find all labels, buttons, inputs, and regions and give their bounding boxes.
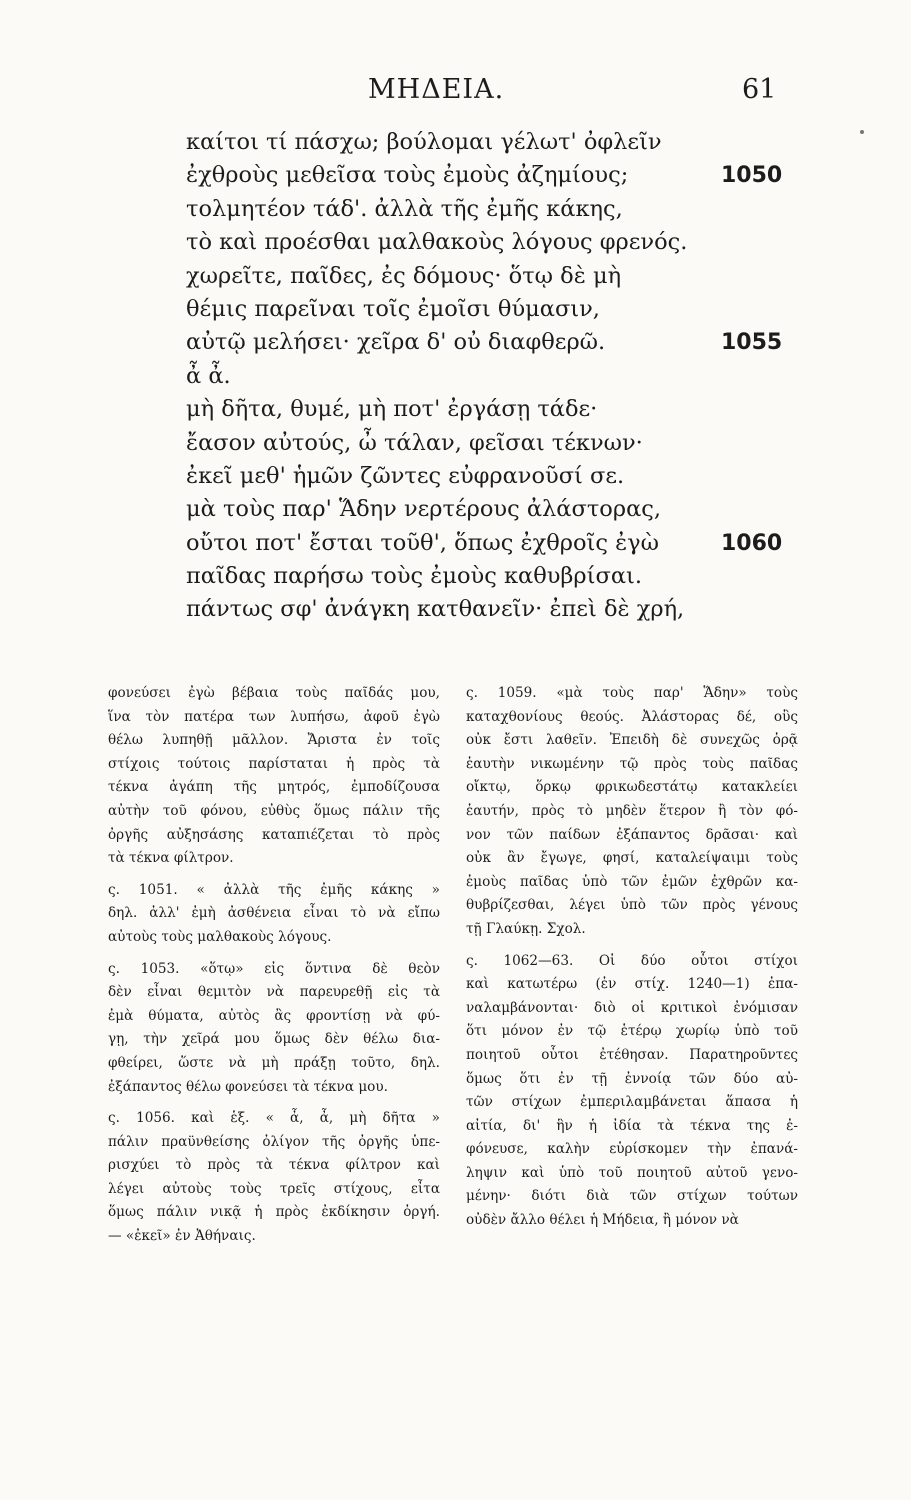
- verse-line: [186, 560, 786, 593]
- verse-line: [186, 360, 786, 393]
- line-number: 1055: [721, 330, 783, 356]
- verse-line: [186, 193, 786, 226]
- commentary-line: φόνευσε, καλὴν εὑρίσκομεν τὴν ἐπανά-: [466, 1141, 798, 1158]
- commentary-line: μένην· διότι διὰ τῶν στίχων τούτων: [466, 1188, 798, 1205]
- commentary-line: ὅμως ὅτι ἐν τῇ ἐννοίᾳ τῶν δύο αὐ-: [466, 1070, 798, 1087]
- commentary-line: οὐκ ἔστι λαθεῖν. Ἐπειδὴ δὲ συνεχῶς ὁρᾷ: [466, 732, 798, 749]
- commentary-line: πάλιν πραϋνθείσης ὀλίγον τῆς ὀργῆς ὑπε-: [108, 1133, 440, 1150]
- verse-line: [186, 493, 786, 526]
- commentary-line: ἐμὰ θύματα, αὐτὸς ἂς φροντίσῃ νὰ φύ-: [108, 1007, 440, 1024]
- verse-text: μὴ δῆτα, θυμέ, μὴ ποτ' ἐργάσῃ τάδε·: [186, 396, 598, 423]
- commentary-line: φονεύσει ἐγὼ βέβαια τοὺς παῖδάς μου,: [108, 685, 440, 701]
- commentary-line: ρισχύει τὸ πρὸς τὰ τέκνα φίλτρον καὶ: [108, 1157, 440, 1174]
- verse-text: παῖδας παρήσω τοὺς ἐμοὺς καθυβρίσαι.: [186, 563, 643, 590]
- commentary-line: ς. 1056. καὶ ἑξ. « ἆ, ἆ, μὴ δῆτα »: [108, 1110, 440, 1127]
- commentary-line: στίχοις τούτοις παρίσταται ἡ πρὸς τὰ: [108, 755, 440, 772]
- commentary-right-column: [466, 682, 798, 1249]
- verse-text: θέμις παρεῖναι τοῖς ἐμοῖσι θύμασιν,: [186, 295, 600, 322]
- commentary-line: οἴκτῳ, ὅρκῳ φρικωδεστάτῳ κατακλείει: [466, 779, 798, 796]
- commentary: [108, 682, 798, 1249]
- commentary-line: οὐδὲν ἄλλο θέλει ἡ Μήδεια, ἢ μόνον νὰ: [466, 1212, 739, 1229]
- commentary-line: τέκνα ἀγάπη τῆς μητρός, ἐμποδίζουσα: [108, 779, 440, 796]
- commentary-line: φθείρει, ὥστε νὰ μὴ πράξῃ τοῦτο, δηλ.: [108, 1054, 440, 1071]
- commentary-line: ς. 1053. «ὅτῳ» εἰς ὅντινα δὲ θεὸν: [108, 960, 440, 977]
- commentary-line: — «ἐκεῖ» ἐν Ἀθήναις.: [108, 1228, 256, 1245]
- commentary-line: ς. 1051. « ἀλλὰ τῆς ἐμῆς κάκης »: [108, 881, 440, 898]
- verse-line: [186, 460, 786, 493]
- verse-line: [186, 260, 786, 293]
- verse-line: [186, 226, 786, 259]
- verse-line: [186, 527, 786, 560]
- commentary-line: ἐξάπαντος θέλω φονεύσει τὰ τέκνα μου.: [108, 1078, 388, 1095]
- verse-text: καίτοι τί πάσχω; βούλομαι γέλωτ' ὀφλεῖν: [186, 129, 662, 155]
- verse-text: μὰ τοὺς παρ' Ἅδην νερτέρους ἀλάστορας,: [186, 496, 662, 523]
- commentary-left-column: [108, 682, 440, 1249]
- commentary-line: τῇ Γλαύκῃ. Σχολ.: [466, 920, 586, 937]
- speck: [860, 130, 864, 134]
- paragraph-gap: [466, 942, 798, 950]
- commentary-line: ὅτι μόνον ἐν τῷ ἑτέρῳ χωρίῳ ὑπὸ τοῦ: [466, 1023, 798, 1040]
- line-number: 1060: [721, 530, 783, 556]
- commentary-line: ἐμοὺς παῖδας ὑπὸ τῶν ἐμῶν ἐχθρῶν κα-: [466, 873, 798, 890]
- commentary-line: δὲν εἶναι θεμιτὸν νὰ παρευρεθῇ εἰς τὰ: [108, 984, 440, 1001]
- commentary-line: ἑαυτὴν νικωμένην τῷ πρὸς τοὺς παῖδας: [466, 755, 798, 772]
- page-number: 61: [742, 74, 777, 105]
- commentary-line: θυβρίζεσθαι, λέγει ὑπὸ τῶν πρὸς γένους: [466, 897, 798, 914]
- verse-block: [186, 126, 786, 627]
- verse-text: ἐκεῖ μεθ' ἡμῶν ζῶντες εὐφρανοῦσί σε.: [186, 462, 625, 489]
- verse-line: [186, 427, 786, 460]
- verse-text: τολμητέον τάδ'. ἀλλὰ τῆς ἐμῆς κάκης,: [186, 195, 623, 222]
- commentary-line: ς. 1059. «μὰ τοὺς παρ' Ἅδην» τοὺς: [466, 685, 798, 701]
- commentary-line: ὅμως πάλιν νικᾷ ἡ πρὸς ἐκδίκησιν ὀργή.: [108, 1204, 440, 1221]
- commentary-line: τὰ τέκνα φίλτρον.: [108, 850, 234, 867]
- verse-line: [186, 393, 786, 426]
- commentary-line: ληψιν καὶ ὑπὸ τοῦ ποιητοῦ αὐτοῦ γενο-: [466, 1164, 798, 1181]
- line-number: 1050: [721, 163, 783, 189]
- commentary-line: καὶ κατωτέρω (ἐν στίχ. 1240—1) ἐπα-: [466, 976, 798, 993]
- verse-text: τὸ καὶ προέσθαι μαλθακοὺς λόγους φρενός.: [186, 229, 688, 256]
- verse-text: πάντως σφ' ἀνάγκη κατθανεῖν· ἐπεὶ δὲ χρή,: [186, 596, 685, 623]
- verse-text: ἔασον αὐτούς, ὦ τάλαν, φεῖσαι τέκνων·: [186, 429, 643, 456]
- commentary-line: τῶν στίχων ἐμπεριλαμβάνεται ἅπασα ἡ: [466, 1094, 798, 1111]
- commentary-line: αἰτία, δι' ἣν ἡ ἰδία τὰ τέκνα της ἐ-: [466, 1117, 798, 1134]
- verse-line: [186, 159, 786, 192]
- commentary-line: ποιητοῦ οὗτοι ἐτέθησαν. Παρατηροῦντες: [466, 1046, 798, 1063]
- verse-line: [186, 293, 786, 326]
- verse-line: [186, 326, 786, 359]
- commentary-line: ἵνα τὸν πατέρα των λυπήσω, ἀφοῦ ἐγὼ: [108, 708, 440, 725]
- running-title: ΜΗΔΕΙΑ.: [368, 74, 505, 105]
- commentary-line: ὀργῆς αὐξησάσης καταπιέζεται τὸ πρὸς: [108, 826, 440, 843]
- paragraph-gap: [108, 871, 440, 879]
- verse-text: αὐτῷ μελήσει· χεῖρα δ' οὐ διαφθερῶ.: [186, 329, 606, 356]
- commentary-line: αὐτοὺς τοὺς μαλθακοὺς λόγους.: [108, 928, 332, 945]
- commentary-line: ναλαμβάνονται· διὸ οἱ κριτικοὶ ἐνόμισαν: [466, 999, 798, 1016]
- verse-text: χωρεῖτε, παῖδες, ἐς δόμους· ὅτῳ δὲ μὴ: [186, 262, 622, 289]
- commentary-line: νον τῶν παίδων ἐξάπαντος δρᾶσαι· καὶ: [466, 826, 798, 843]
- commentary-line: καταχθονίους θεούς. Ἀλάστορας δέ, οὓς: [466, 708, 798, 725]
- verse-text: οὔτοι ποτ' ἔσται τοῦθ', ὅπως ἐχθροῖς ἐγὼ: [186, 529, 659, 556]
- verse-text: ἐχθροὺς μεθεῖσα τοὺς ἐμοὺς ἀζημίους;: [186, 162, 629, 189]
- paragraph-gap: [108, 1099, 440, 1107]
- commentary-line: δηλ. ἀλλ' ἐμὴ ἀσθένεια εἶναι τὸ νὰ εἴπω: [108, 905, 440, 922]
- commentary-line: αὐτὴν τοῦ φόνου, εὐθὺς ὅμως πάλιν τῆς: [108, 802, 440, 819]
- verse-text: ἆ ἆ.: [186, 362, 231, 389]
- commentary-line: ἑαυτήν, πρὸς τὸ μηδὲν ἕτερον ἢ τὸν φό-: [466, 802, 798, 819]
- commentary-line: γῃ, τὴν χεῖρά μου ὅμως δὲν θέλω δια-: [108, 1031, 440, 1048]
- commentary-line: λέγει αὐτοὺς τοὺς τρεῖς στίχους, εἶτα: [108, 1180, 440, 1197]
- paragraph-gap: [108, 950, 440, 958]
- verse-line: [186, 593, 786, 626]
- commentary-line: οὐκ ἂν ἔγωγε, φησί, καταλείψαιμι τοὺς: [466, 850, 798, 867]
- commentary-line: θέλω λυπηθῇ μᾶλλον. Ἄριστα ἐν τοῖς: [108, 732, 440, 749]
- verse-line: [186, 126, 786, 159]
- commentary-line: ς. 1062—63. Οἱ δύο οὗτοι στίχοι: [466, 952, 798, 969]
